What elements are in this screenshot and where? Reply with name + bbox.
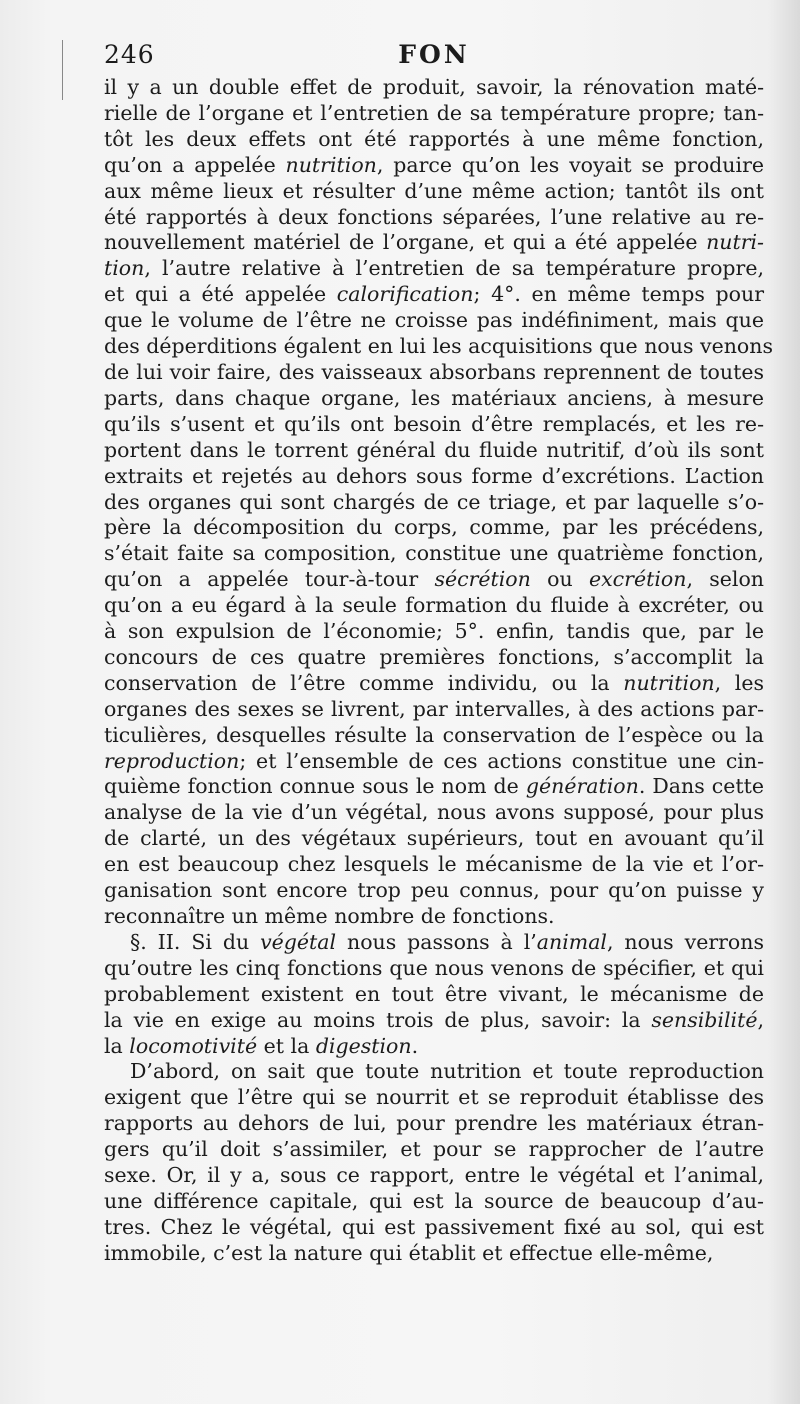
text-line [104, 1189, 764, 1215]
text-line [104, 1111, 764, 1137]
italic-term: sécrétion [434, 567, 531, 592]
text-run: qu’ils s’usent et qu’ils ont besoin d’être remplacés, et les re- [104, 411, 764, 436]
text-line [104, 153, 764, 179]
text-line [104, 800, 764, 826]
italic-term: végétal [260, 929, 337, 954]
text-line [104, 179, 764, 205]
text-run: rielle de l’organe et l’entretien de sa température propre; tan- [104, 100, 764, 125]
text-run: été rapportés à deux fonctions séparées, l’une relative au re- [104, 204, 764, 229]
text-run: parts, dans chaque organe, les matériaux anciens, à mesure [104, 385, 764, 410]
page-number: 246 [104, 40, 155, 69]
text-run: de clarté, un des végétaux supérieurs, tout en avouant qu’il [104, 826, 764, 851]
text-run: que le volume de l’être ne croisse pas indéfiniment, mais que [104, 308, 764, 333]
body-text [104, 75, 773, 1267]
text-line [104, 904, 764, 930]
italic-term: calorification [336, 282, 474, 307]
text-run: immobile, c’est la nature qui établit et effectue elle-même, [104, 1240, 714, 1265]
text-run: ticulières, desquelles résulte la conservation de l’espèce ou la [104, 722, 764, 747]
text-run: nouvellement matériel de l’organe, et qui a été appelée [104, 230, 707, 255]
text-run: , selon [686, 567, 764, 592]
text-run: ; 4°. en même temps pour [473, 282, 764, 307]
text-run: gers qu’il doit s’assimiler, et pour se rapprocher de l’autre [104, 1137, 764, 1162]
text-run: D’abord, on sait que toute nutrition et toute reproduction [130, 1059, 764, 1084]
text-run: s’était faite sa composition, constitue une quatrième fonction, [104, 541, 764, 566]
text-run: père la décomposition du corps, comme, par les précédens, [104, 515, 764, 540]
paragraph [104, 75, 773, 930]
text-run: tres. Chez le végétal, qui est passivement fixé au sol, qui est [104, 1214, 764, 1239]
text-run: , parce qu’on les voyait se produire [376, 152, 764, 177]
text-line [104, 1163, 764, 1189]
text-line [104, 1059, 764, 1085]
text-line [104, 878, 764, 904]
text-run: en est beaucoup chez lesquels le mécanisme de la vie et l’or- [104, 852, 764, 877]
text-line [104, 852, 764, 878]
text-run: il y a un double effet de produit, savoir, la rénovation maté- [104, 75, 764, 99]
text-line [104, 619, 764, 645]
italic-term: locomotivité [129, 1033, 258, 1058]
italic-term: animal [536, 929, 607, 954]
italic-term: nutrition [285, 152, 377, 177]
text-run: ou [530, 567, 589, 592]
text-run: analyse de la vie d’un végétal, nous avons supposé, pour plus [104, 800, 764, 825]
text-line [104, 308, 764, 334]
text-run: qu’outre les cinq fonctions que nous venons de spécifier, et qui [104, 955, 764, 980]
text-line [104, 1008, 764, 1034]
text-run: une différence capitale, qui est la source de beaucoup d’au- [104, 1188, 764, 1213]
text-line [104, 464, 764, 490]
text-run: qu’on a appelée [104, 152, 286, 177]
text-line [104, 360, 764, 386]
text-line [104, 127, 764, 153]
italic-term: nutri- [706, 230, 764, 255]
text-line [104, 723, 764, 749]
text-run: et la [257, 1033, 316, 1058]
text-line [104, 541, 764, 567]
text-line [104, 438, 764, 464]
text-line [104, 256, 764, 282]
text-run: extraits et rejetés au dehors sous forme d’excrétions. L’action [104, 463, 764, 488]
text-line [104, 956, 764, 982]
text-run: exigent que l’être qui se nourrit et se reproduit établisse des [104, 1085, 764, 1110]
text-line [104, 697, 764, 723]
text-run: tôt les deux effets ont été rapportés à une même fonction, [104, 126, 764, 151]
text-run: nous passons à l’ [336, 929, 537, 954]
text-run: la vie en exige au moins trois de plus, savoir: la [104, 1007, 652, 1032]
text-line [104, 1137, 764, 1163]
text-run: aux même lieux et résulter d’une même action; tantôt ils ont [104, 178, 764, 203]
text-run: . [411, 1033, 419, 1058]
text-run: des organes qui sont chargés de ce triage, et par laquelle s’o- [104, 489, 764, 514]
paragraph [104, 930, 764, 1060]
text-line [104, 101, 764, 127]
text-run: ganisation sont encore trop peu connus, pour qu’on puisse y [104, 878, 764, 903]
text-run: . Dans cette [638, 774, 764, 799]
page-header [104, 40, 764, 76]
text-line [104, 567, 764, 593]
text-run: qu’on a appelée tour-à-tour [104, 567, 435, 592]
text-line [104, 334, 773, 360]
text-run: et qui a été appelée [104, 282, 337, 307]
italic-term: reproduction [104, 748, 240, 773]
text-run: conservation de l’être comme individu, ou la [104, 670, 624, 695]
text-line [104, 671, 764, 697]
text-run: , les [714, 670, 764, 695]
text-run: des déperditions égalent en lui les acquisitions que nous venons [104, 334, 773, 359]
text-run: de lui voir faire, des vaisseaux absorbans reprennent de toutes [104, 359, 764, 384]
text-line [104, 593, 764, 619]
text-line [104, 774, 764, 800]
text-run: probablement existent en tout être vivant, le mécanisme de [104, 981, 764, 1006]
text-line [104, 930, 764, 956]
text-line [104, 490, 764, 516]
text-line [104, 205, 764, 231]
text-run: §. II. Si du [130, 929, 261, 954]
text-run: à son expulsion de l’économie; 5°. enfin, tandis que, par le [104, 619, 764, 644]
text-run: organes des sexes se livrent, par intervalles, à des actions par- [104, 696, 764, 721]
text-line [104, 982, 764, 1008]
text-line [104, 749, 764, 775]
italic-term: génération [525, 774, 639, 799]
text-run: qu’on a eu égard à la seule formation du fluide à excréter, ou [104, 593, 764, 618]
text-line [104, 1215, 764, 1241]
text-line [104, 1085, 764, 1111]
text-run: , nous verrons [606, 929, 764, 954]
italic-term: nutrition [623, 670, 715, 695]
gutter-line [62, 40, 63, 100]
text-line [104, 1241, 764, 1267]
text-run: quième fonction connue sous le nom de [104, 774, 526, 799]
text-run: la [104, 1033, 130, 1058]
running-head: FON [398, 40, 470, 69]
italic-term: sensibilité [651, 1007, 758, 1032]
text-line [104, 230, 764, 256]
paragraph [104, 1059, 764, 1266]
italic-term: excrétion [588, 567, 687, 592]
text-line [104, 282, 764, 308]
italic-term: tion [104, 256, 145, 281]
text-run: reconnaître un même nombre de fonctions. [104, 904, 555, 928]
text-run: , [757, 1007, 764, 1032]
text-line [104, 515, 764, 541]
text-line [104, 75, 764, 101]
text-run: sexe. Or, il y a, sous ce rapport, entre le végétal et l’animal, [104, 1163, 764, 1188]
italic-term: digestion [315, 1033, 412, 1058]
text-line [104, 412, 764, 438]
text-run: portent dans le torrent général du fluide nutritif, d’où ils sont [104, 437, 764, 462]
text-run: concours de ces quatre premières fonctions, s’accomplit la [104, 644, 764, 669]
text-line [104, 645, 764, 671]
text-run: , l’autre relative à l’entretien de sa température propre, [144, 256, 764, 281]
text-line [104, 1034, 764, 1060]
text-line [104, 826, 764, 852]
text-line [104, 386, 764, 412]
text-run: ; et l’ensemble de ces actions constitue une cin- [239, 748, 764, 773]
text-run: rapports au dehors de lui, pour prendre les matériaux étran- [104, 1111, 764, 1136]
